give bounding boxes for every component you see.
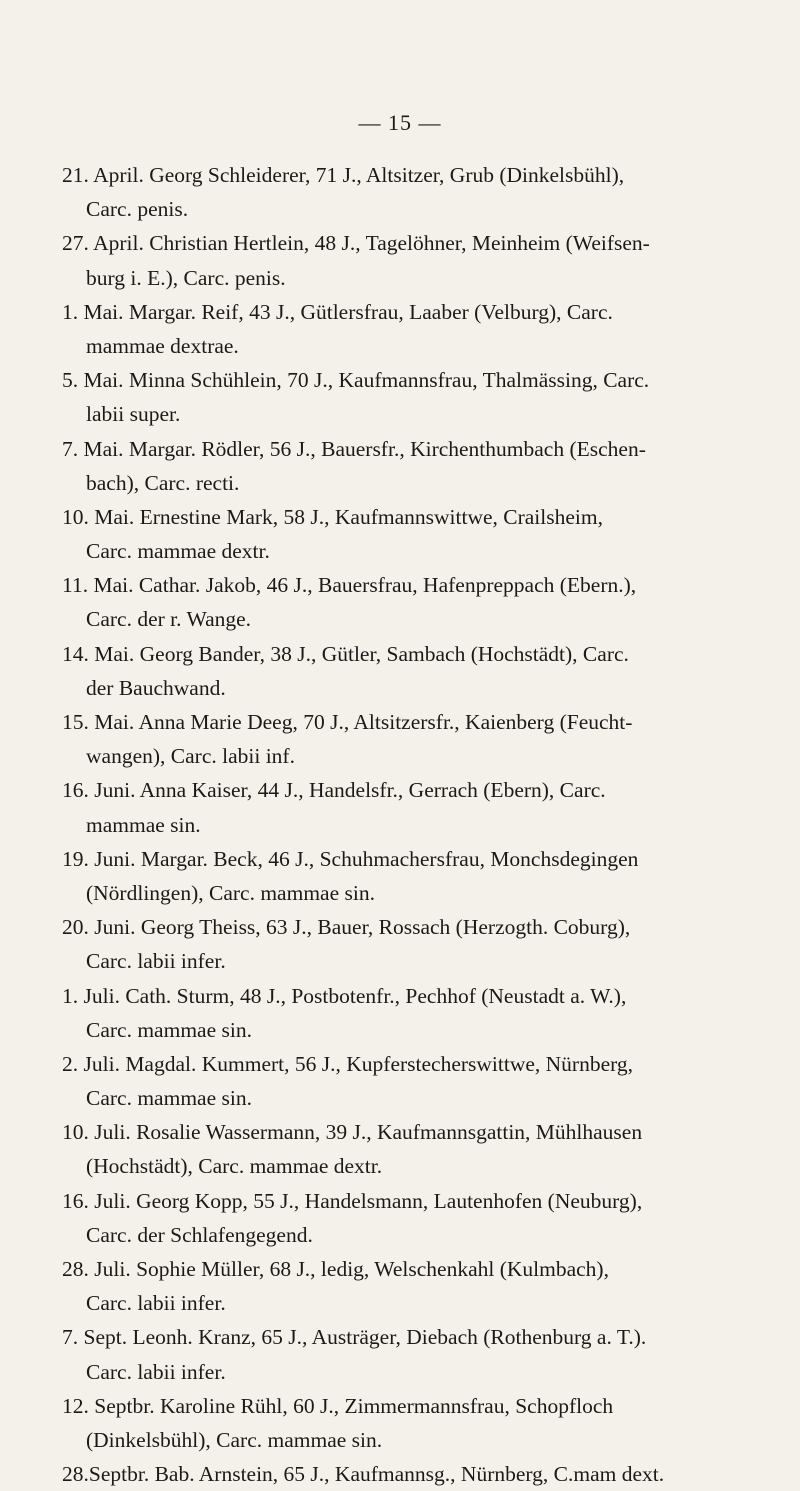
case-entry-line: 10. Juli. Rosalie Wassermann, 39 J., Kaufmannsgattin, Mühlhausen — [62, 1120, 643, 1145]
case-entry-line: 2. Juli. Magdal. Kummert, 56 J., Kupferstecherswittwe, Nürnberg, — [62, 1051, 634, 1076]
page-number: — 15 — — [358, 110, 442, 135]
case-entry-continuation: (Hochstädt), Carc. mammae dextr. — [86, 1154, 383, 1179]
case-entry-continuation: labii super. — [86, 402, 181, 427]
case-entry-line: 21. April. Georg Schleiderer, 71 J., Altsitzer, Grub (Dinkelsbühl), — [62, 163, 625, 187]
case-entry-line: 5. Mai. Minna Schühlein, 70 J., Kaufmannsfrau, Thalmässing, Carc. — [62, 368, 650, 393]
case-entry-line: 11. Mai. Cathar. Jakob, 46 J., Bauersfrau, Hafenpreppach (Ebern.), — [62, 573, 637, 598]
case-entry — [62, 910, 762, 978]
case-entry-continuation: mammae dextrae. — [86, 333, 239, 358]
case-entry-continuation: Carc. mammae sin. — [86, 1017, 252, 1042]
case-entry-continuation: bach), Carc. recti. — [86, 470, 240, 495]
case-entry — [62, 1320, 762, 1388]
case-entry — [62, 637, 762, 705]
case-entry — [62, 568, 762, 636]
case-entry — [62, 1115, 762, 1183]
case-entry — [62, 773, 762, 841]
case-entry-continuation: Carc. mammae sin. — [86, 1086, 252, 1111]
case-entry-continuation: Carc. der Schlafengegend. — [86, 1222, 313, 1247]
case-entry-continuation: Carc. labii infer. — [86, 949, 226, 974]
case-entry — [62, 158, 762, 226]
case-entry-continuation: (Nördlingen), Carc. mammae sin. — [86, 880, 375, 905]
case-entry — [62, 1389, 762, 1457]
case-entry — [62, 500, 762, 568]
case-entry-continuation: Carc. der r. Wange. — [86, 607, 252, 632]
case-entry-line: 7. Mai. Margar. Rödler, 56 J., Bauersfr., Kirchenthumbach (Eschen- — [62, 436, 646, 461]
case-entry — [62, 842, 762, 910]
case-entry-line: 14. Mai. Georg Bander, 38 J., Gütler, Sambach (Hochstädt), Carc. — [62, 641, 629, 666]
case-entry-line: 7. Sept. Leonh. Kranz, 65 J., Austräger, Diebach (Rothenburg a. T.). — [62, 1325, 647, 1350]
case-entry — [62, 1252, 762, 1320]
case-entry — [62, 226, 762, 294]
case-entry-line: 20. Juni. Georg Theiss, 63 J., Bauer, Rossach (Herzogth. Coburg), — [62, 915, 631, 940]
case-entry-continuation: Carc. labii infer. — [86, 1291, 226, 1316]
case-entry-line: 27. April. Christian Hertlein, 48 J., Tagelöhner, Meinheim (Weifsen- — [62, 231, 650, 256]
case-entry — [62, 1457, 762, 1491]
case-list — [62, 158, 762, 1491]
case-entry — [62, 295, 762, 363]
case-entry-continuation: Carc. mammae dextr. — [86, 539, 270, 564]
case-entry-line: 1. Juli. Cath. Sturm, 48 J., Postbotenfr., Pechhof (Neustadt a. W.), — [62, 983, 627, 1008]
case-entry-line: 28.Septbr. Bab. Arnstein, 65 J., Kaufmannsg., Nürnberg, C.mam dext. — [62, 1462, 665, 1487]
case-entry-continuation: (Dinkelsbühl), Carc. mammae sin. — [86, 1427, 383, 1452]
case-entry — [62, 705, 762, 773]
case-entry-line: 1. Mai. Margar. Reif, 43 J., Gütlersfrau, Laaber (Velburg), Carc. — [62, 299, 613, 324]
case-entry — [62, 363, 762, 431]
case-entry-continuation: mammae sin. — [86, 812, 201, 837]
case-entry-continuation: wangen), Carc. labii inf. — [86, 744, 295, 769]
case-entry-line: 19. Juni. Margar. Beck, 46 J., Schuhmachersfrau, Monchsdegingen — [62, 846, 639, 871]
case-entry — [62, 1047, 762, 1115]
case-entry — [62, 432, 762, 500]
case-entry-continuation: der Bauchwand. — [86, 675, 226, 700]
case-entry-line: 10. Mai. Ernestine Mark, 58 J., Kaufmannswittwe, Crailsheim, — [62, 504, 603, 529]
case-entry-line: 16. Juni. Anna Kaiser, 44 J., Handelsfr., Gerrach (Ebern), Carc. — [62, 778, 606, 803]
case-entry-line: 12. Septbr. Karoline Rühl, 60 J., Zimmermannsfrau, Schopfloch — [62, 1393, 614, 1418]
case-entry-continuation: Carc. labii infer. — [86, 1359, 226, 1384]
case-entry-line: 15. Mai. Anna Marie Deeg, 70 J., Altsitzersfr., Kaienberg (Feucht- — [62, 710, 633, 734]
case-entry-line: 16. Juli. Georg Kopp, 55 J., Handelsmann, Lautenhofen (Neuburg), — [62, 1188, 643, 1213]
case-entry-continuation: Carc. penis. — [86, 197, 189, 222]
case-entry-continuation: burg i. E.), Carc. penis. — [86, 265, 286, 290]
case-entry — [62, 979, 762, 1047]
case-entry-line: 28. Juli. Sophie Müller, 68 J., ledig, Welschenkahl (Kulmbach), — [62, 1257, 609, 1281]
case-entry — [62, 1184, 762, 1252]
